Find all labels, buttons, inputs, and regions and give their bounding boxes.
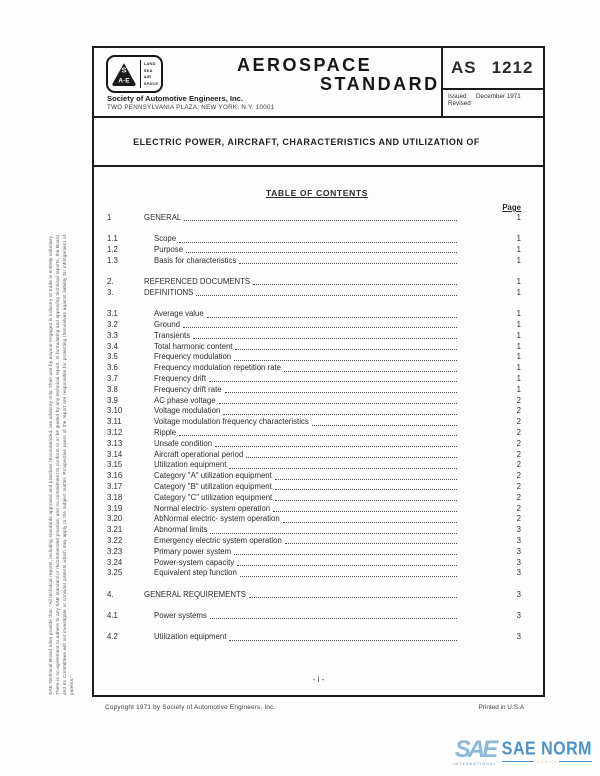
toc-entry-number: 3.6 bbox=[107, 363, 118, 373]
toc-entry-page: 1 bbox=[516, 330, 521, 340]
toc-entry bbox=[107, 568, 523, 579]
toc-leader-dots bbox=[186, 252, 457, 253]
header-title-line2: STANDARD bbox=[320, 74, 440, 94]
toc-entry-number: 3.2 bbox=[107, 320, 118, 330]
toc-leader-dots bbox=[273, 511, 457, 512]
watermark-sae-logo-icon bbox=[453, 736, 497, 766]
toc-entry bbox=[107, 417, 523, 428]
toc-leader-dots bbox=[275, 500, 457, 501]
toc-entry-number: 3.17 bbox=[107, 482, 123, 492]
issued-row bbox=[448, 93, 539, 100]
toc-entry-title: DEFINITIONS bbox=[144, 287, 194, 297]
toc-entry-title: REFERENCED DOCUMENTS bbox=[144, 277, 251, 287]
toc-entry-title: AbNormal electric- system operation bbox=[154, 514, 280, 524]
toc-entry bbox=[107, 514, 523, 525]
toc-entry-title: Utilization equipment bbox=[154, 460, 227, 470]
toc-leader-dots bbox=[234, 360, 457, 361]
toc-entry-title: Basis for characteristics bbox=[154, 255, 237, 265]
toc-entry bbox=[107, 536, 523, 547]
toc-entry-title: Voltage modulation bbox=[154, 406, 221, 416]
toc-entry-number: 4. bbox=[107, 589, 114, 599]
toc-entry bbox=[107, 406, 523, 417]
toc-entry-page: 2 bbox=[516, 471, 521, 481]
toc-entry-title: Emergency electric system operation bbox=[154, 536, 282, 546]
page-number-roman: - i - bbox=[312, 675, 325, 684]
toc-entry-number: 3.16 bbox=[107, 471, 123, 481]
toc-leader-dots bbox=[229, 640, 457, 641]
margin-disclaimer-text: SAE Technical Board rules provide that: “All technical reports, including standards approved and practices recommended, are advisory only. Their use by anyone engaged in industry or trade is entirely voluntary. There is no agreement to adhere to any SAE standard or recommended practice, and no commitment to conform to or be guided by any technical report. In formulating and approving technical reports, the Board and its Committees will not investigate or consider patents which may apply to the subject matter. Prospective users of the report are responsible for protecting themselves against liability for infringement of patents.” bbox=[48, 235, 75, 695]
toc-entry-number: 3.22 bbox=[107, 536, 123, 546]
toc-entry-number: 3.18 bbox=[107, 492, 123, 502]
toc-entry-page: 2 bbox=[516, 514, 521, 524]
toc-leader-dots bbox=[193, 338, 457, 339]
document-number-cell bbox=[443, 48, 543, 90]
toc-entry bbox=[107, 396, 523, 407]
toc-entry-title: Frequency modulation repetition rate bbox=[154, 363, 281, 373]
toc-entry-page: 2 bbox=[516, 417, 521, 427]
toc-entry-page: 1 bbox=[516, 234, 521, 244]
toc-entry-title: Total harmonic content bbox=[154, 341, 233, 351]
toc-entry-number: 3.24 bbox=[107, 557, 123, 567]
toc-entry bbox=[107, 428, 523, 439]
toc-entry-page: 1 bbox=[516, 320, 521, 330]
toc-entry-title: Utilization equipment bbox=[154, 632, 227, 642]
toc-leader-dots bbox=[215, 446, 457, 447]
toc-entry-title: Aircraft operational period bbox=[154, 449, 244, 459]
toc-entry-title: Voltage modulation frequency characteristics bbox=[154, 417, 309, 427]
revised-label: Revised bbox=[448, 100, 471, 107]
toc-entry-page: 1 bbox=[516, 255, 521, 265]
toc-entry bbox=[107, 590, 523, 601]
toc-entry bbox=[107, 363, 523, 374]
toc-entry-number: 2. bbox=[107, 277, 114, 287]
toc-entry-number: 3.20 bbox=[107, 514, 123, 524]
toc-leader-dots bbox=[239, 263, 457, 264]
toc-entry-page: 2 bbox=[516, 406, 521, 416]
toc-leader-dots bbox=[210, 618, 457, 619]
toc-entry bbox=[107, 234, 523, 245]
header-title-line1: AEROSPACE bbox=[237, 55, 373, 75]
toc-entry-title: Power systems bbox=[154, 611, 207, 620]
title-band bbox=[94, 118, 543, 167]
issued-date: December 1971 bbox=[476, 93, 521, 100]
toc-leader-dots bbox=[219, 403, 457, 404]
watermark-rule-icon: ▪ ▪ ▪ ▪ ▪ bbox=[502, 760, 592, 764]
toc-entry-title: Frequency drift bbox=[154, 374, 207, 384]
copyright-notice: Copyright 1971 by Society of Automotive Engineers, Inc. bbox=[105, 704, 276, 711]
toc-entry bbox=[107, 525, 523, 536]
toc-page-column-label: Page bbox=[502, 203, 521, 212]
toc-heading: TABLE OF CONTENTS bbox=[265, 188, 369, 198]
toc-entry-page: 3 bbox=[516, 568, 521, 578]
toc-entry-number: 3.1 bbox=[107, 309, 118, 319]
toc-entry-page: 3 bbox=[516, 536, 521, 546]
toc-leader-dots bbox=[184, 220, 457, 221]
toc-leader-dots bbox=[209, 381, 457, 382]
toc-entry-title: Ground bbox=[154, 320, 181, 330]
header-left-panel bbox=[94, 48, 443, 116]
toc-entry bbox=[107, 374, 523, 385]
toc-entry-number: 1.2 bbox=[107, 245, 118, 255]
toc-entry bbox=[107, 245, 523, 256]
toc-leader-dots bbox=[234, 554, 457, 555]
toc-entry bbox=[107, 493, 523, 504]
toc-entry-number: 3.7 bbox=[107, 374, 118, 384]
toc-entry-number: 1.1 bbox=[107, 234, 118, 244]
toc-entry-title: Average value bbox=[154, 309, 204, 319]
toc-entry-number: 3.11 bbox=[107, 417, 122, 427]
svg-text:A·E: A·E bbox=[118, 76, 130, 84]
organization-name: Society of Automotive Engineers, Inc. bbox=[107, 94, 244, 103]
toc-entry-title: GENERAL bbox=[144, 213, 182, 222]
toc-entry-page: 3 bbox=[516, 589, 521, 599]
toc-entry-title: Primary power system bbox=[154, 546, 232, 556]
toc-entry-page: 2 bbox=[516, 503, 521, 513]
printed-in-notice: Printed in U.S.A bbox=[478, 704, 524, 711]
toc-entry-number: 3.8 bbox=[107, 384, 118, 394]
organization-address: TWO PENNSYLVANIA PLAZA, NEW YORK, N.Y. 10001 bbox=[107, 104, 275, 111]
toc-entry bbox=[107, 482, 523, 493]
toc-entry-number: 3.15 bbox=[107, 460, 123, 470]
toc-list bbox=[107, 213, 523, 643]
toc-entry bbox=[107, 277, 523, 288]
toc-entry bbox=[107, 352, 523, 363]
toc-leader-dots bbox=[285, 543, 457, 544]
toc-entry-page: 3 bbox=[516, 557, 521, 567]
watermark-international-text: INTERNATIONAL bbox=[453, 762, 497, 766]
standard-frame bbox=[92, 46, 545, 697]
table-of-contents bbox=[94, 167, 543, 695]
issue-info-cell bbox=[443, 90, 543, 116]
toc-entry-title: Category "C" utilization equipment bbox=[154, 492, 273, 502]
toc-entry-title: Transients bbox=[154, 330, 191, 340]
toc-leader-dots bbox=[275, 479, 457, 480]
toc-entry-number: 3.13 bbox=[107, 438, 123, 448]
toc-entry-page: 2 bbox=[516, 460, 521, 470]
toc-leader-dots bbox=[275, 489, 457, 490]
toc-entry bbox=[107, 460, 523, 471]
logo-tag-land: LAND bbox=[143, 61, 156, 66]
toc-leader-dots bbox=[183, 327, 457, 328]
toc-entry-title: Category "B" utilization equipment bbox=[154, 482, 272, 492]
toc-entry bbox=[107, 558, 523, 569]
toc-entry-title: GENERAL REQUIREMENTS bbox=[144, 589, 246, 599]
toc-entry-page: 1 bbox=[516, 384, 521, 394]
document-prefix: AS bbox=[451, 58, 477, 77]
toc-entry-number: 1 bbox=[107, 213, 112, 222]
toc-entry-number: 3.5 bbox=[107, 352, 118, 362]
toc-entry bbox=[107, 632, 523, 643]
logo-tag-space: SPACE bbox=[143, 80, 159, 86]
toc-leader-dots bbox=[249, 597, 457, 598]
toc-entry-title: AC phase voltage bbox=[154, 395, 216, 405]
toc-leader-dots bbox=[240, 576, 457, 577]
toc-entry bbox=[107, 320, 523, 331]
toc-entry-number: 3.4 bbox=[107, 341, 118, 351]
toc-leader-dots bbox=[237, 565, 457, 566]
toc-entry-number: 4.1 bbox=[107, 611, 118, 620]
toc-entry-title: Category "A" utilization equipment bbox=[154, 471, 272, 481]
document-header bbox=[94, 48, 543, 118]
toc-entry-number: 3. bbox=[107, 287, 114, 297]
sae-norm-watermark bbox=[453, 736, 592, 766]
toc-leader-dots bbox=[283, 522, 457, 523]
toc-entry-title: Scope bbox=[154, 234, 177, 244]
toc-entry bbox=[107, 288, 523, 299]
toc-entry bbox=[107, 611, 523, 622]
toc-entry-page: 1 bbox=[516, 363, 521, 373]
toc-entry-page: 3 bbox=[516, 525, 521, 535]
toc-entry-title: Purpose bbox=[154, 245, 184, 255]
document-title: ELECTRIC POWER, AIRCRAFT, CHARACTERISTICS AND UTILIZATION OF bbox=[133, 136, 480, 147]
toc-entry bbox=[107, 331, 523, 342]
toc-entry-page: 1 bbox=[516, 352, 521, 362]
toc-entry-page: 2 bbox=[516, 449, 521, 459]
toc-entry bbox=[107, 504, 523, 515]
toc-entry-page: 1 bbox=[516, 309, 521, 319]
toc-entry-page: 2 bbox=[516, 428, 521, 438]
toc-entry-page: 1 bbox=[516, 341, 521, 351]
toc-entry-number: 3.14 bbox=[107, 449, 123, 459]
toc-entry-number: 3.9 bbox=[107, 395, 118, 405]
toc-leader-dots bbox=[196, 295, 457, 296]
toc-entry-number: 1.3 bbox=[107, 255, 118, 265]
toc-entry-page: 2 bbox=[516, 438, 521, 448]
watermark-norm-text: SAE NORM bbox=[501, 739, 592, 759]
toc-leader-dots bbox=[225, 392, 457, 393]
toc-entry-page: 1 bbox=[516, 213, 521, 222]
toc-entry bbox=[107, 256, 523, 267]
document-number: 1212 bbox=[491, 58, 534, 77]
toc-entry bbox=[107, 547, 523, 558]
toc-leader-dots bbox=[284, 371, 457, 372]
toc-entry-number: 3.10 bbox=[107, 406, 123, 416]
toc-entry-page: 2 bbox=[516, 492, 521, 502]
toc-entry bbox=[107, 439, 523, 450]
toc-entry bbox=[107, 342, 523, 353]
toc-entry-page: 2 bbox=[516, 395, 521, 405]
toc-entry-title: Ripple bbox=[154, 428, 177, 438]
toc-leader-dots bbox=[229, 468, 457, 469]
toc-entry-number: 3.12 bbox=[107, 428, 123, 438]
toc-leader-dots bbox=[207, 317, 457, 318]
toc-leader-dots bbox=[223, 414, 457, 415]
toc-entry bbox=[107, 213, 523, 224]
toc-entry-page: 3 bbox=[516, 632, 521, 642]
svg-text:S: S bbox=[121, 64, 127, 74]
toc-leader-dots bbox=[253, 284, 457, 285]
logo-tagline bbox=[140, 60, 158, 88]
toc-entry-number: 3.23 bbox=[107, 546, 123, 556]
toc-entry-title: Normal electric- system operation bbox=[154, 503, 271, 513]
toc-entry-page: 3 bbox=[516, 611, 521, 620]
toc-entry-title: Abnormal limits bbox=[154, 525, 208, 535]
toc-entry-title: Unsafe condition bbox=[154, 438, 213, 448]
toc-entry-page: 1 bbox=[516, 287, 521, 297]
toc-entry-title: Equivalent step function bbox=[154, 568, 237, 578]
toc-entry-number: 3.25 bbox=[107, 568, 123, 578]
watermark-norm-block bbox=[501, 739, 592, 764]
toc-entry-number: 3.21 bbox=[107, 525, 123, 535]
toc-entry-number: 4.2 bbox=[107, 632, 118, 642]
toc-entry bbox=[107, 309, 523, 320]
watermark-sae-text: SAE bbox=[454, 736, 496, 763]
toc-leader-dots bbox=[210, 533, 457, 534]
toc-entry-page: 1 bbox=[516, 374, 521, 384]
header-right-panel bbox=[443, 48, 543, 116]
toc-leader-dots bbox=[235, 349, 457, 350]
toc-leader-dots bbox=[179, 435, 457, 436]
toc-entry-page: 1 bbox=[516, 277, 521, 287]
toc-entry-page: 1 bbox=[516, 245, 521, 255]
issued-label: Issued bbox=[448, 93, 467, 100]
revised-row bbox=[448, 100, 539, 107]
toc-entry-page: 2 bbox=[516, 482, 521, 492]
toc-entry bbox=[107, 450, 523, 461]
sae-logo bbox=[106, 55, 163, 93]
toc-entry-title: Power-system capacity bbox=[154, 557, 235, 567]
toc-entry-number: 3.3 bbox=[107, 330, 118, 340]
sae-emblem-icon bbox=[111, 61, 137, 88]
toc-leader-dots bbox=[312, 425, 457, 426]
toc-entry bbox=[107, 385, 523, 396]
logo-tag-sea: SEA bbox=[143, 67, 153, 73]
toc-entry-title: Frequency drift rate bbox=[154, 384, 222, 394]
logo-tag-air: AIR bbox=[143, 74, 152, 79]
toc-entry-title: Frequency modulation bbox=[154, 352, 232, 362]
toc-entry-number: 3.19 bbox=[107, 503, 123, 513]
toc-leader-dots bbox=[246, 457, 457, 458]
toc-leader-dots bbox=[179, 242, 457, 243]
toc-entry-page: 3 bbox=[516, 546, 521, 556]
toc-entry bbox=[107, 471, 523, 482]
